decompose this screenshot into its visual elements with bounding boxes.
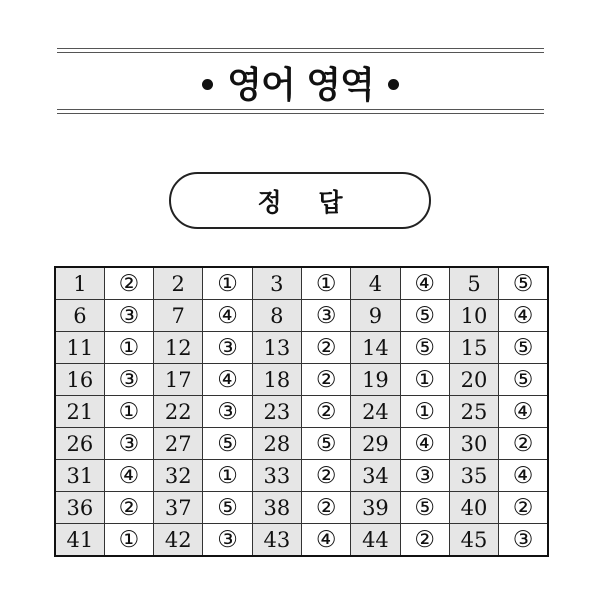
- question-number: 1: [55, 267, 104, 300]
- answer-choice: ②: [400, 524, 449, 557]
- table-row: [55, 332, 548, 364]
- answer-table: [54, 266, 549, 557]
- question-number: 30: [449, 428, 498, 460]
- question-number: 23: [252, 396, 301, 428]
- question-number: 37: [154, 492, 203, 524]
- question-number: 26: [55, 428, 104, 460]
- answer-choice: ④: [499, 300, 548, 332]
- question-number: 34: [351, 460, 400, 492]
- answer-choice: ②: [499, 492, 548, 524]
- question-number: 43: [252, 524, 301, 557]
- answer-choice: ③: [203, 332, 252, 364]
- question-number: 28: [252, 428, 301, 460]
- answer-choice: ④: [104, 460, 153, 492]
- question-number: 16: [55, 364, 104, 396]
- question-number: 20: [449, 364, 498, 396]
- question-number: 24: [351, 396, 400, 428]
- answer-choice: ①: [400, 396, 449, 428]
- top-rule-inner: [57, 52, 544, 53]
- answer-choice: ①: [301, 267, 350, 300]
- question-number: 15: [449, 332, 498, 364]
- question-number: 5: [449, 267, 498, 300]
- question-number: 4: [351, 267, 400, 300]
- answer-choice: ①: [104, 396, 153, 428]
- answer-choice: ④: [203, 300, 252, 332]
- question-number: 22: [154, 396, 203, 428]
- answer-choice: ③: [104, 428, 153, 460]
- answer-choice: ⑤: [400, 492, 449, 524]
- table-row: [55, 460, 548, 492]
- answer-choice: ②: [301, 492, 350, 524]
- question-number: 17: [154, 364, 203, 396]
- question-number: 19: [351, 364, 400, 396]
- question-number: 10: [449, 300, 498, 332]
- question-number: 40: [449, 492, 498, 524]
- question-number: 38: [252, 492, 301, 524]
- bullet-icon: [202, 79, 213, 90]
- question-number: 21: [55, 396, 104, 428]
- question-number: 8: [252, 300, 301, 332]
- table-row: [55, 428, 548, 460]
- table-row: [55, 524, 548, 557]
- answer-key-badge: [169, 172, 431, 229]
- question-number: 41: [55, 524, 104, 557]
- answer-choice: ④: [499, 460, 548, 492]
- question-number: 33: [252, 460, 301, 492]
- answer-choice: ②: [301, 396, 350, 428]
- bullet-icon: [388, 79, 399, 90]
- answer-choice: ⑤: [400, 332, 449, 364]
- question-number: 13: [252, 332, 301, 364]
- answer-choice: ①: [104, 332, 153, 364]
- table-row: [55, 364, 548, 396]
- question-number: 31: [55, 460, 104, 492]
- table-row: [55, 396, 548, 428]
- question-number: 25: [449, 396, 498, 428]
- answer-choice: ④: [400, 267, 449, 300]
- page-title: [57, 58, 544, 106]
- question-number: 35: [449, 460, 498, 492]
- answer-choice: ③: [499, 524, 548, 557]
- answer-choice: ③: [301, 300, 350, 332]
- answer-choice: ①: [104, 524, 153, 557]
- answer-choice: ①: [203, 267, 252, 300]
- question-number: 11: [55, 332, 104, 364]
- answer-choice: ②: [104, 492, 153, 524]
- answer-choice: ②: [301, 332, 350, 364]
- question-number: 36: [55, 492, 104, 524]
- question-number: 7: [154, 300, 203, 332]
- answer-choice: ③: [203, 524, 252, 557]
- table-row: [55, 300, 548, 332]
- answer-choice: ②: [499, 428, 548, 460]
- question-number: 42: [154, 524, 203, 557]
- answer-choice: ④: [499, 396, 548, 428]
- question-number: 3: [252, 267, 301, 300]
- answer-choice: ①: [203, 460, 252, 492]
- answer-choice: ④: [203, 364, 252, 396]
- question-number: 2: [154, 267, 203, 300]
- bottom-rule-inner: [57, 109, 544, 110]
- question-number: 32: [154, 460, 203, 492]
- answer-choice: ③: [104, 364, 153, 396]
- question-number: 14: [351, 332, 400, 364]
- answer-choice: ⑤: [301, 428, 350, 460]
- top-rule: [57, 48, 544, 49]
- question-number: 12: [154, 332, 203, 364]
- answer-choice: ⑤: [203, 428, 252, 460]
- answer-choice: ⑤: [400, 300, 449, 332]
- answer-choice: ⑤: [499, 364, 548, 396]
- answer-choice: ②: [301, 364, 350, 396]
- table-row: [55, 492, 548, 524]
- answer-choice: ③: [400, 460, 449, 492]
- answer-choice: ③: [104, 300, 153, 332]
- question-number: 6: [55, 300, 104, 332]
- question-number: 39: [351, 492, 400, 524]
- answer-choice: ④: [301, 524, 350, 557]
- question-number: 45: [449, 524, 498, 557]
- question-number: 27: [154, 428, 203, 460]
- question-number: 18: [252, 364, 301, 396]
- answer-choice: ⑤: [203, 492, 252, 524]
- answer-choice: ①: [400, 364, 449, 396]
- badge-label: 정 답: [257, 187, 357, 217]
- answer-choice: ④: [400, 428, 449, 460]
- answer-choice: ③: [203, 396, 252, 428]
- question-number: 9: [351, 300, 400, 332]
- answer-choice: ②: [104, 267, 153, 300]
- table-row: [55, 267, 548, 300]
- title-text: 영어 영역: [227, 64, 374, 106]
- section-header: [57, 48, 544, 116]
- question-number: 29: [351, 428, 400, 460]
- answer-choice: ②: [301, 460, 350, 492]
- question-number: 44: [351, 524, 400, 557]
- answer-choice: ⑤: [499, 267, 548, 300]
- bottom-rule: [57, 113, 544, 114]
- answer-choice: ⑤: [499, 332, 548, 364]
